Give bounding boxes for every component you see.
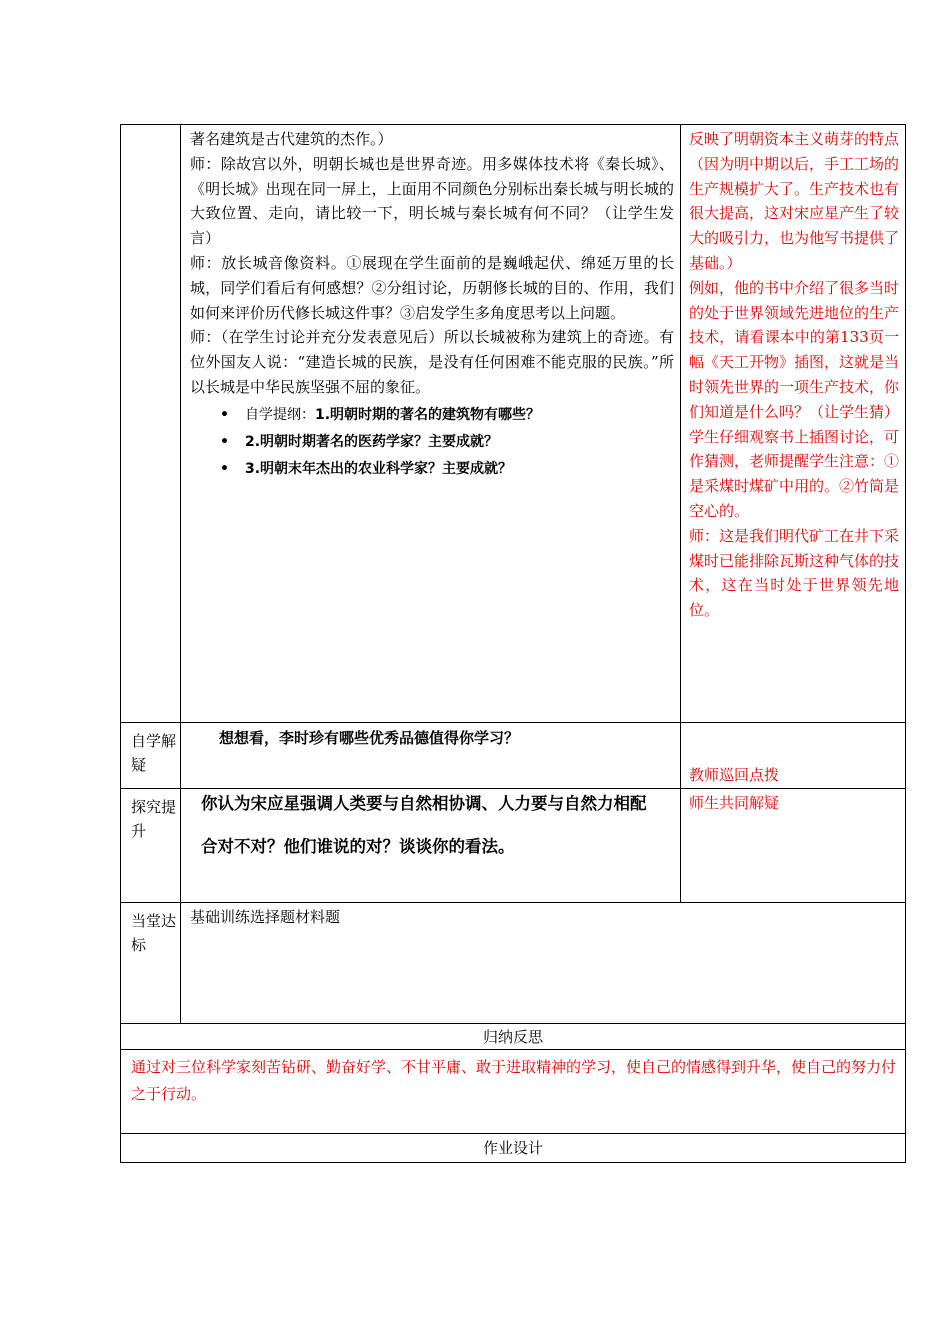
outline-item-text: 2.明朝时期著名的医药学家？主要成就？ [245,433,499,450]
row-label-self-study: 自学解疑 [121,723,181,788]
self-study-note: 教师巡回点拨 [689,766,780,785]
note-paragraph: 反映了明朝资本主义萌芽的特点（因为明中期以后，手工工场的生产规模扩大了。生产技术也有很大提高，这对宋应星产生了较大的吸引力，也为他写书提供了基础。） [689,130,900,272]
homework-heading: 作业设计 [121,1134,906,1162]
explore-question-line2: 合对不对？他们谁说的对？谈谈你的看法。 [201,837,515,856]
paragraph-great-wall-compare: 师：除故宫以外，明朝长城也是世界奇迹。用多媒体技术将《秦长城》、《明长城》出现在同一屏上，上面用不同颜色分别标出秦长城与明长城的大致位置、走向，请比较一下，明长城与秦长城有何不同？（让学生发言） [190,154,674,248]
bullet-icon: • [220,406,229,423]
explore-note: 师生共同解疑 [689,794,780,812]
lesson-plan-table [120,124,906,1163]
self-study-content [181,723,681,788]
table-row-reflection-heading [121,1024,906,1050]
teacher-notes-cell [681,125,906,722]
table-row-homework-heading [121,1134,906,1163]
self-study-note-cell [681,723,906,788]
reflection-text: 通过对三位科学家刻苦钻研、勤奋好学、不甘平庸、敢于进取精神的学习，使自己的情感得到升华，使自己的努力付之于行动。 [121,1050,906,1133]
table-row-reflection-body [121,1050,906,1134]
list-item [220,456,674,483]
row-label-main [121,125,181,722]
explore-question-line1: 你认为宋应星强调人类要与自然相协调、人力要与自然力相配 [201,794,647,813]
table-row-main [121,125,906,723]
note-paragraph: 例如，他的书中介绍了很多当时的处于世界领域先进地位的生产技术，请看课本中的第133页一幅《天工开物》插图，这就是当时领先世界的一项生产技术，你们知道是什么吗？（让学生猜） [689,278,900,421]
reflection-heading: 归纳反思 [121,1024,906,1049]
outline-item-text: 3.明朝末年杰出的农业科学家？主要成就？ [245,460,513,477]
note-paragraph: 师：这是我们明代矿工在井下采煤时已能排除瓦斯这种气体的技术，这在当时处于世界领先地位。 [689,526,900,620]
list-item [220,402,674,429]
explore-note-cell [681,789,906,902]
outline-item-text: 1.明朝时期的著名的建筑物有哪些？ [315,406,541,423]
row-label-explore: 探究提升 [121,789,181,902]
main-content-cell [181,125,681,722]
list-item [220,429,674,456]
paragraph-great-wall-summary: 师：（在学生讨论并充分发表意见后）所以长城被称为建筑上的奇迹。有位外国友人说：“建造长城的民族，是没有任何困难不能克服的民族。”所以长城是中华民族坚强不屈的象征。 [190,328,674,396]
paragraph-great-wall-video: 师：放长城音像资料。①展现在学生面前的是巍峨起伏、绵延万里的长城，同学们看后有何感想？②分组讨论，历朝修长城的目的、作用，我们如何来评价历代修长城这件事？③启发学生多角度思考以上问题。 [190,253,674,322]
outline-prefix: 自学提纲： [245,406,315,423]
self-study-question: 想想看，李时珍有哪些优秀品德值得你学习？ [219,729,520,747]
table-row-explore [121,789,906,903]
bullet-icon: • [220,460,229,477]
note-paragraph: 学生仔细观察书上插图讨论，可作猜测，老师提醒学生注意：①是采煤时煤矿中用的。②竹筒是空心的。 [689,427,900,520]
bullet-icon: • [220,433,229,450]
table-row-practice [121,903,906,1024]
practice-content: 基础训练选择题材料题 [181,903,906,1023]
row-label-practice: 当堂达标 [121,903,181,1023]
explore-content [181,789,681,902]
study-outline-list [190,402,674,483]
paragraph-intro: 著名建筑是古代建筑的杰作。） [190,130,393,148]
table-row-self-study [121,723,906,789]
